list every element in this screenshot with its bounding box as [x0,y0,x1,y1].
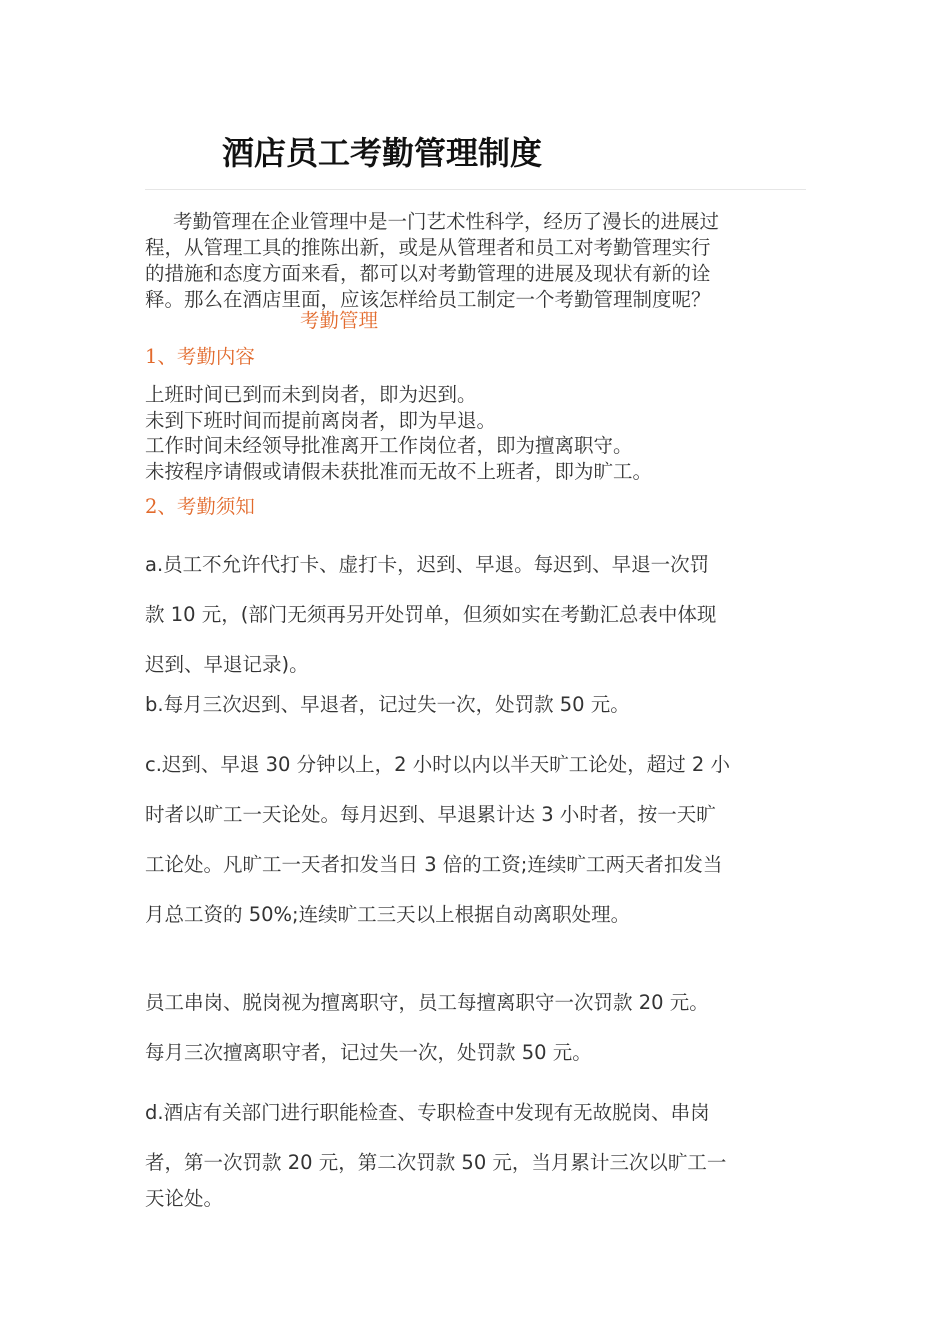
section-heading-attendance-notice: 2、考勤须知 [145,495,255,518]
rule-line: d.酒店有关部门进行职能检查、专职检查中发现有无故脱岗、串岗 [145,1101,710,1124]
rule-line: 款 10 元，(部门无须再另开处罚单，但须如实在考勤汇总表中体现 [145,603,717,626]
rule-line: a.员工不允许代打卡、虚打卡，迟到、早退。每迟到、早退一次罚 [145,553,710,576]
rule-line: 每月三次擅离职守者，记过失一次，处罚款 50 元。 [145,1041,592,1064]
rule-line: b.每月三次迟到、早退者，记过失一次，处罚款 50 元。 [145,693,630,716]
definition-item: 未按程序请假或请假未获批准而无故不上班者，即为旷工。 [145,459,653,483]
rule-line: 工论处。凡旷工一天者扣发当日 3 倍的工资;连续旷工两天者扣发当 [145,853,723,876]
definition-item: 上班时间已到而未到岗者，即为迟到。 [145,383,477,406]
definition-item: 工作时间未经领导批准离开工作岗位者，即为擅离职守。 [145,434,633,457]
attendance-definitions [145,382,810,484]
rule-line: 时者以旷工一天论处。每月迟到、早退累计达 3 小时者，按一天旷 [145,803,716,826]
rule-a [145,540,815,690]
rule-d [145,1088,815,1214]
rule-line: 者，第一次罚款 20 元，第二次罚款 50 元，当月累计三次以旷工一 [145,1151,727,1174]
post-rule [145,988,815,1018]
rule-line: c.迟到、早退 30 分钟以上，2 小时以内以半天旷工论处，超过 2 小 [145,753,731,776]
section-subtitle: 考勤管理 [300,309,379,332]
rule-b [145,690,815,720]
intro-line: 释。那么在酒店里面，应该怎样给员工制定一个考勤管理制度呢？ [145,288,711,311]
rule-c [145,740,815,940]
section-heading-attendance-content: 1、考勤内容 [145,345,255,368]
intro-line: 的措施和态度方面来看，都可以对考勤管理的进展及现状有新的诠 [145,262,711,285]
post-rule [145,1038,815,1068]
definition-item: 未到下班时间而提前离岗者，即为早退。 [145,408,497,432]
title-divider [145,189,806,190]
rule-line: 月总工资的 50%;连续旷工三天以上根据自动离职处理。 [145,903,631,926]
document-title: 酒店员工考勤管理制度 [222,134,543,172]
intro-paragraph [145,209,810,313]
rule-line: 天论处。 [145,1187,224,1210]
intro-line: 考勤管理在企业管理中是一门艺术性科学，经历了漫长的进展过 [173,210,720,233]
intro-line: 程，从管理工具的推陈出新，或是从管理者和员工对考勤管理实行 [145,236,711,259]
rule-line: 迟到、早退记录)。 [145,653,309,676]
rule-line: 员工串岗、脱岗视为擅离职守，员工每擅离职守一次罚款 20 元。 [145,991,709,1014]
